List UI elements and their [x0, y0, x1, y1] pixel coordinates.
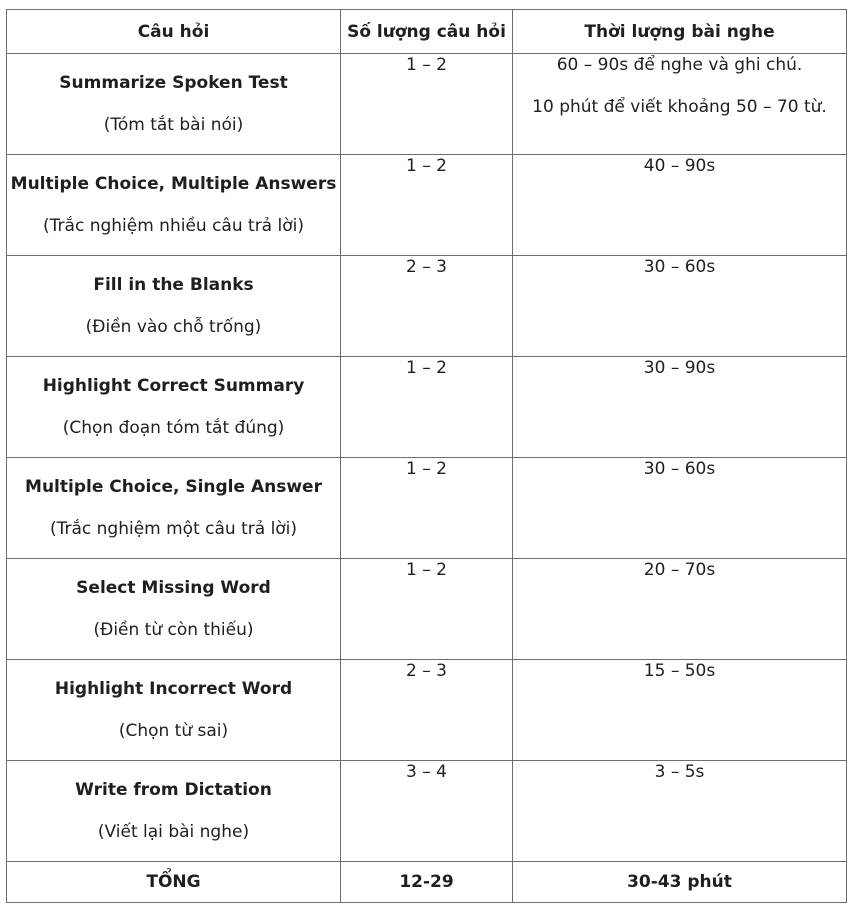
duration-value: 30 – 60s [513, 256, 847, 357]
task-cell [7, 458, 341, 559]
question-count: 3 – 4 [341, 761, 513, 862]
task-translation: (Trắc nghiệm một câu trả lời) [49, 519, 298, 539]
total-duration: 30-43 phút [513, 862, 847, 903]
header-audio-duration: Thời lượng bài nghe [513, 10, 847, 54]
question-count: 2 – 3 [341, 660, 513, 761]
duration-value: 40 – 90s [513, 155, 847, 256]
task-name: Multiple Choice, Single Answer [25, 477, 322, 497]
table-row [7, 155, 847, 256]
task-name: Write from Dictation [75, 780, 272, 800]
task-translation: (Điền từ còn thiếu) [93, 620, 254, 640]
question-count: 2 – 3 [341, 256, 513, 357]
task-translation: (Điền vào chỗ trống) [85, 317, 262, 337]
duration-value: 60 – 90s để nghe và ghi chú. [556, 55, 803, 75]
table-row [7, 559, 847, 660]
task-cell [7, 54, 341, 155]
task-name: Highlight Correct Summary [42, 376, 305, 396]
table-header-row [7, 10, 847, 54]
table-row [7, 458, 847, 559]
task-name: Highlight Incorrect Word [54, 679, 293, 699]
task-name: Fill in the Blanks [93, 275, 254, 295]
task-translation: (Viết lại bài nghe) [97, 822, 250, 842]
duration-value: 3 – 5s [513, 761, 847, 862]
task-cell [7, 761, 341, 862]
question-count: 1 – 2 [341, 54, 513, 155]
duration-value: 30 – 60s [513, 458, 847, 559]
table-row [7, 761, 847, 862]
table-row [7, 256, 847, 357]
listening-task-table [6, 9, 847, 903]
total-label: TỔNG [7, 862, 341, 903]
duration-cell [513, 54, 847, 155]
duration-extra: 10 phút để viết khoảng 50 – 70 từ. [532, 97, 827, 117]
task-cell [7, 155, 341, 256]
question-count: 1 – 2 [341, 458, 513, 559]
task-name: Select Missing Word [76, 578, 271, 598]
total-row [7, 862, 847, 903]
task-cell [7, 357, 341, 458]
task-translation: (Tóm tắt bài nói) [103, 115, 244, 135]
table-row [7, 660, 847, 761]
question-count: 1 – 2 [341, 357, 513, 458]
task-name: Summarize Spoken Test [59, 73, 288, 93]
task-cell [7, 559, 341, 660]
task-translation: (Trắc nghiệm nhiều câu trả lời) [43, 216, 304, 236]
table-row [7, 357, 847, 458]
task-translation: (Chọn từ sai) [118, 721, 229, 741]
header-question-count: Số lượng câu hỏi [341, 10, 513, 54]
total-count: 12-29 [341, 862, 513, 903]
task-cell [7, 660, 341, 761]
task-name: Multiple Choice, Multiple Answers [10, 174, 337, 194]
question-count: 1 – 2 [341, 559, 513, 660]
header-question: Câu hỏi [7, 10, 341, 54]
duration-value: 20 – 70s [513, 559, 847, 660]
question-count: 1 – 2 [341, 155, 513, 256]
duration-value: 30 – 90s [513, 357, 847, 458]
duration-value: 15 – 50s [513, 660, 847, 761]
task-translation: (Chọn đoạn tóm tắt đúng) [62, 418, 285, 438]
table-row [7, 54, 847, 155]
task-cell [7, 256, 341, 357]
